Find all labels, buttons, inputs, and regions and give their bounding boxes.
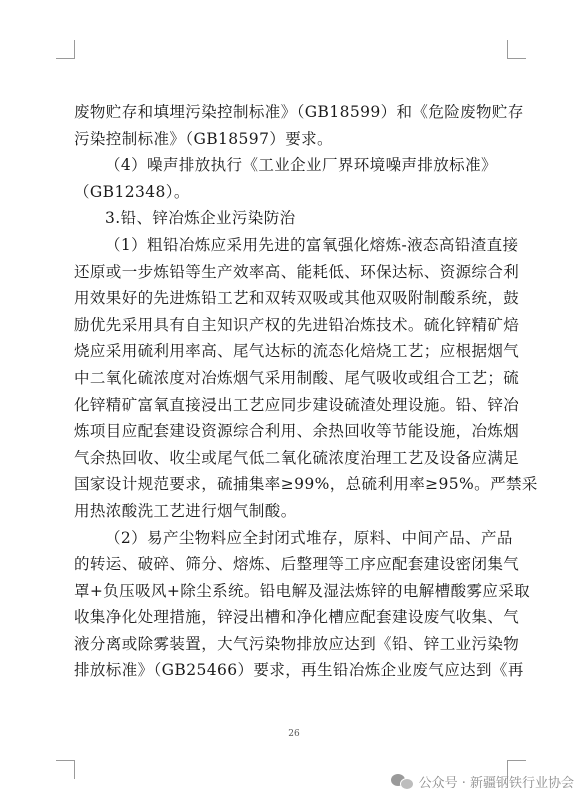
text-line: 国家设计规范要求，硫捕集率≥99%，总硫利用率≥95%。严禁采 [74,475,538,494]
text-line: （2）易产尘物料应全封闭式堆存，原料、中间产品、产品 [105,528,513,547]
watermark-text: 公众号 · 新疆钢铁行业协会 [418,775,574,791]
text-line: 污染控制标准》（GB18597）要求。 [74,129,333,148]
body-text [74,99,538,684]
text-line: （1）粗铅冶炼应采用先进的富氧强化熔炼-液态高铅渣直接 [105,235,519,254]
text-line: 液分离或除雾装置，大气污染物排放应达到《铅、锌工业污染物 [74,634,520,653]
text-line: 中二氧化硫浓度对冶炼烟气采用制酸、尾气吸收或组合工艺；硫 [74,368,520,387]
text-line: 励优先采用具有自主知识产权的先进铅冶炼技术。硫化锌精矿焙 [74,315,520,334]
watermark [391,768,574,794]
text-line: 收集净化处理措施，锌浸出槽和净化槽应配套建设废气收集、气 [74,608,520,627]
crop-mark-bottom-left [56,760,75,779]
text-line: （GB12348）。 [74,182,190,201]
text-line: 排放标准》（GB25466）要求，再生铅冶炼企业废气应达到《再 [74,661,524,680]
text-line: 炼项目应配套建设资源综合利用、余热回收等节能设施，冶炼烟 [74,422,520,441]
crop-mark-top-left [56,40,75,59]
text-line: 废物贮存和填埋污染控制标准》（GB18599）和《危险废物贮存 [74,103,524,121]
text-line: 还原或一步炼铅等生产效率高、能耗低、环保达标、资源综合利 [74,262,520,281]
text-line: 用效果好的先进炼铅工艺和双转双吸或其他双吸附制酸系统，鼓 [74,289,520,308]
text-line: 气余热回收、收尘或尾气低二氧化硫浓度治理工艺及设备应满足 [74,448,520,467]
page-number: 26 [288,729,300,739]
text-line: 用热浓酸洗工艺进行烟气制酸。 [74,501,297,520]
text-line: 罩+负压吸风+除尘系统。铅电解及湿法炼锌的电解槽酸雾应采取 [74,581,531,600]
text-line: 烧应采用硫利用率高、尾气达标的流态化焙烧工艺；应根据烟气 [74,342,520,361]
crop-mark-top-right [507,40,526,59]
text-line: （4）噪声排放执行《工业企业厂界环境噪声排放标准》 [105,156,497,175]
wechat-icon [391,772,413,790]
text-line: 化锌精矿富氧直接浸出工艺应同步建设硫渣处理设施。铅、锌冶 [74,395,520,414]
text-line: 的转运、破碎、筛分、熔炼、后整理等工序应配套建设密闭集气 [74,555,520,574]
section-heading: 3.铅、锌冶炼企业污染防治 [105,209,296,228]
